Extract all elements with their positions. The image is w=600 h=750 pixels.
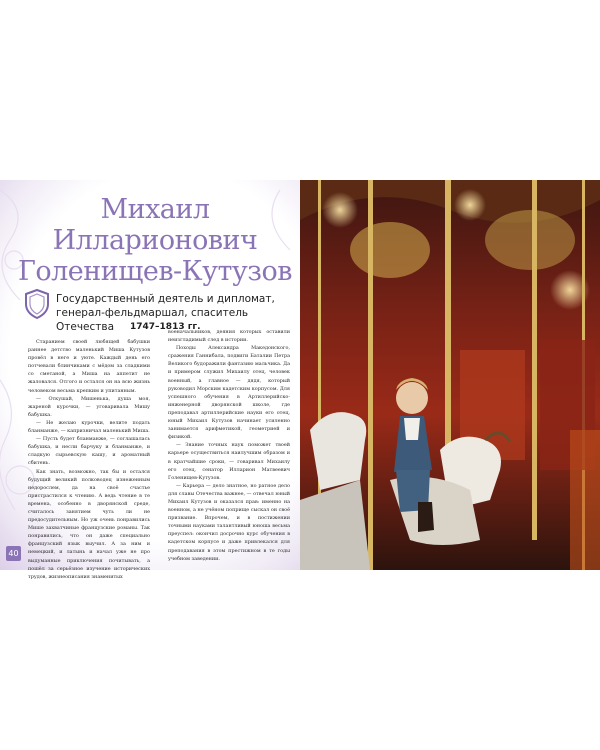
carousel-boy-picture bbox=[300, 180, 600, 570]
paragraph: — Карьера — дело знатное, но ратное дело для славы Отечества важнее, — отвечал юный Михаил Кутузов и оказался прав: именно на военном, а не учёном поприще сыскал он своё призвание. Впрочем, и в постижении точными науками талантливый юноша весьма преуспел: окончил досрочно курс обучения в кадетском корпусе и даже привлекался для преподавания в этом престижном в те годы учебном заведении. bbox=[168, 482, 290, 562]
title-line: Илларионович bbox=[52, 225, 258, 256]
life-years: 1747–1813 гг. bbox=[130, 322, 201, 332]
page-number: 40 bbox=[6, 546, 21, 561]
title-line: Голенищев-Кутузов bbox=[18, 256, 292, 287]
subtitle-line: генерал-фельдмаршал, спаситель Отечества bbox=[56, 307, 249, 333]
page-title bbox=[12, 194, 298, 287]
paragraph: — Пусть будет бланманже, — соглашалась бабушка, и несли барчуку и бланманже, и сладкую сырьевскую кашу, и ароматный сбитень. bbox=[28, 436, 150, 467]
paragraph: Походы Александра Македонского, сражения Ганнибала, подвиги Баталии Петра Великого будоражили фантазию мальчика. Да и примером служил Михаилу отец, человек военный, а главное — дядя, который руководил Морским кадетским корпусом. Для успешного обучения в Артиллерийско-инженерной дворянской школе, где преподавал артиллерийские науки его отец, юный Михаил Кутузов начинает усиленно занимается арифметикой, геометрией и физикой. bbox=[168, 345, 290, 441]
paragraph: Как знать, возможно, так бы и остался будущий великий полководец изнеженным недорослем, да на своё счастье пристрастился к чтению. А ведь чтение в те времена, особенно в дворянской среде, считалось занятием чуть ли не предосудительным. Но уж очень понравились Мише захватчиные французские романы. Так понравились, что он даже специально французский язык выучил. А за ним и немецкий, и латынь и начал уже не про выдуманные приключения почитывать, а пошёл за серьёзное изучение исторических трудов, жизнеописания знаменитых bbox=[28, 468, 150, 580]
paragraph: военачальников, деяния которых оставили неизгладимый след в истории. bbox=[168, 329, 290, 344]
text-column-2 bbox=[168, 328, 290, 563]
book-spread bbox=[0, 180, 600, 580]
carousel-illustration bbox=[300, 180, 600, 570]
subtitle-line: Государственный деятель и дипломат, bbox=[56, 293, 275, 305]
text-column-1 bbox=[28, 338, 150, 581]
shield-icon bbox=[24, 289, 50, 319]
title-line: Михаил bbox=[100, 194, 210, 225]
left-page bbox=[0, 180, 300, 580]
paragraph: — Не желаю курочки, велите подать бланманже, — капризничал маленький Миша. bbox=[28, 419, 150, 435]
paragraph: — Знание точных наук поможет твоей карьере осуществиться наилучшим образом и в кратчайшие сроки, — говаривал Михаилу его отец, сенатор Илларион Матвеевич Голенищев-Кутузов. bbox=[168, 442, 290, 481]
paragraph: Старанием своей любящей бабушки раннее детство маленький Миша Кутузов провёл в неге и уюте. Каждый день его потчевали блинчиками с мёдом за сладкими со сметаной, а Миша на аппетит не жаловался. Отгого и остался он на всю жизнь человеком весьма крепким и упитанным. bbox=[28, 339, 150, 394]
paragraph: — Откушай, Мишенька, душа моя, жареной курочки, — уговаривала Мишу бабушка. bbox=[28, 395, 150, 418]
